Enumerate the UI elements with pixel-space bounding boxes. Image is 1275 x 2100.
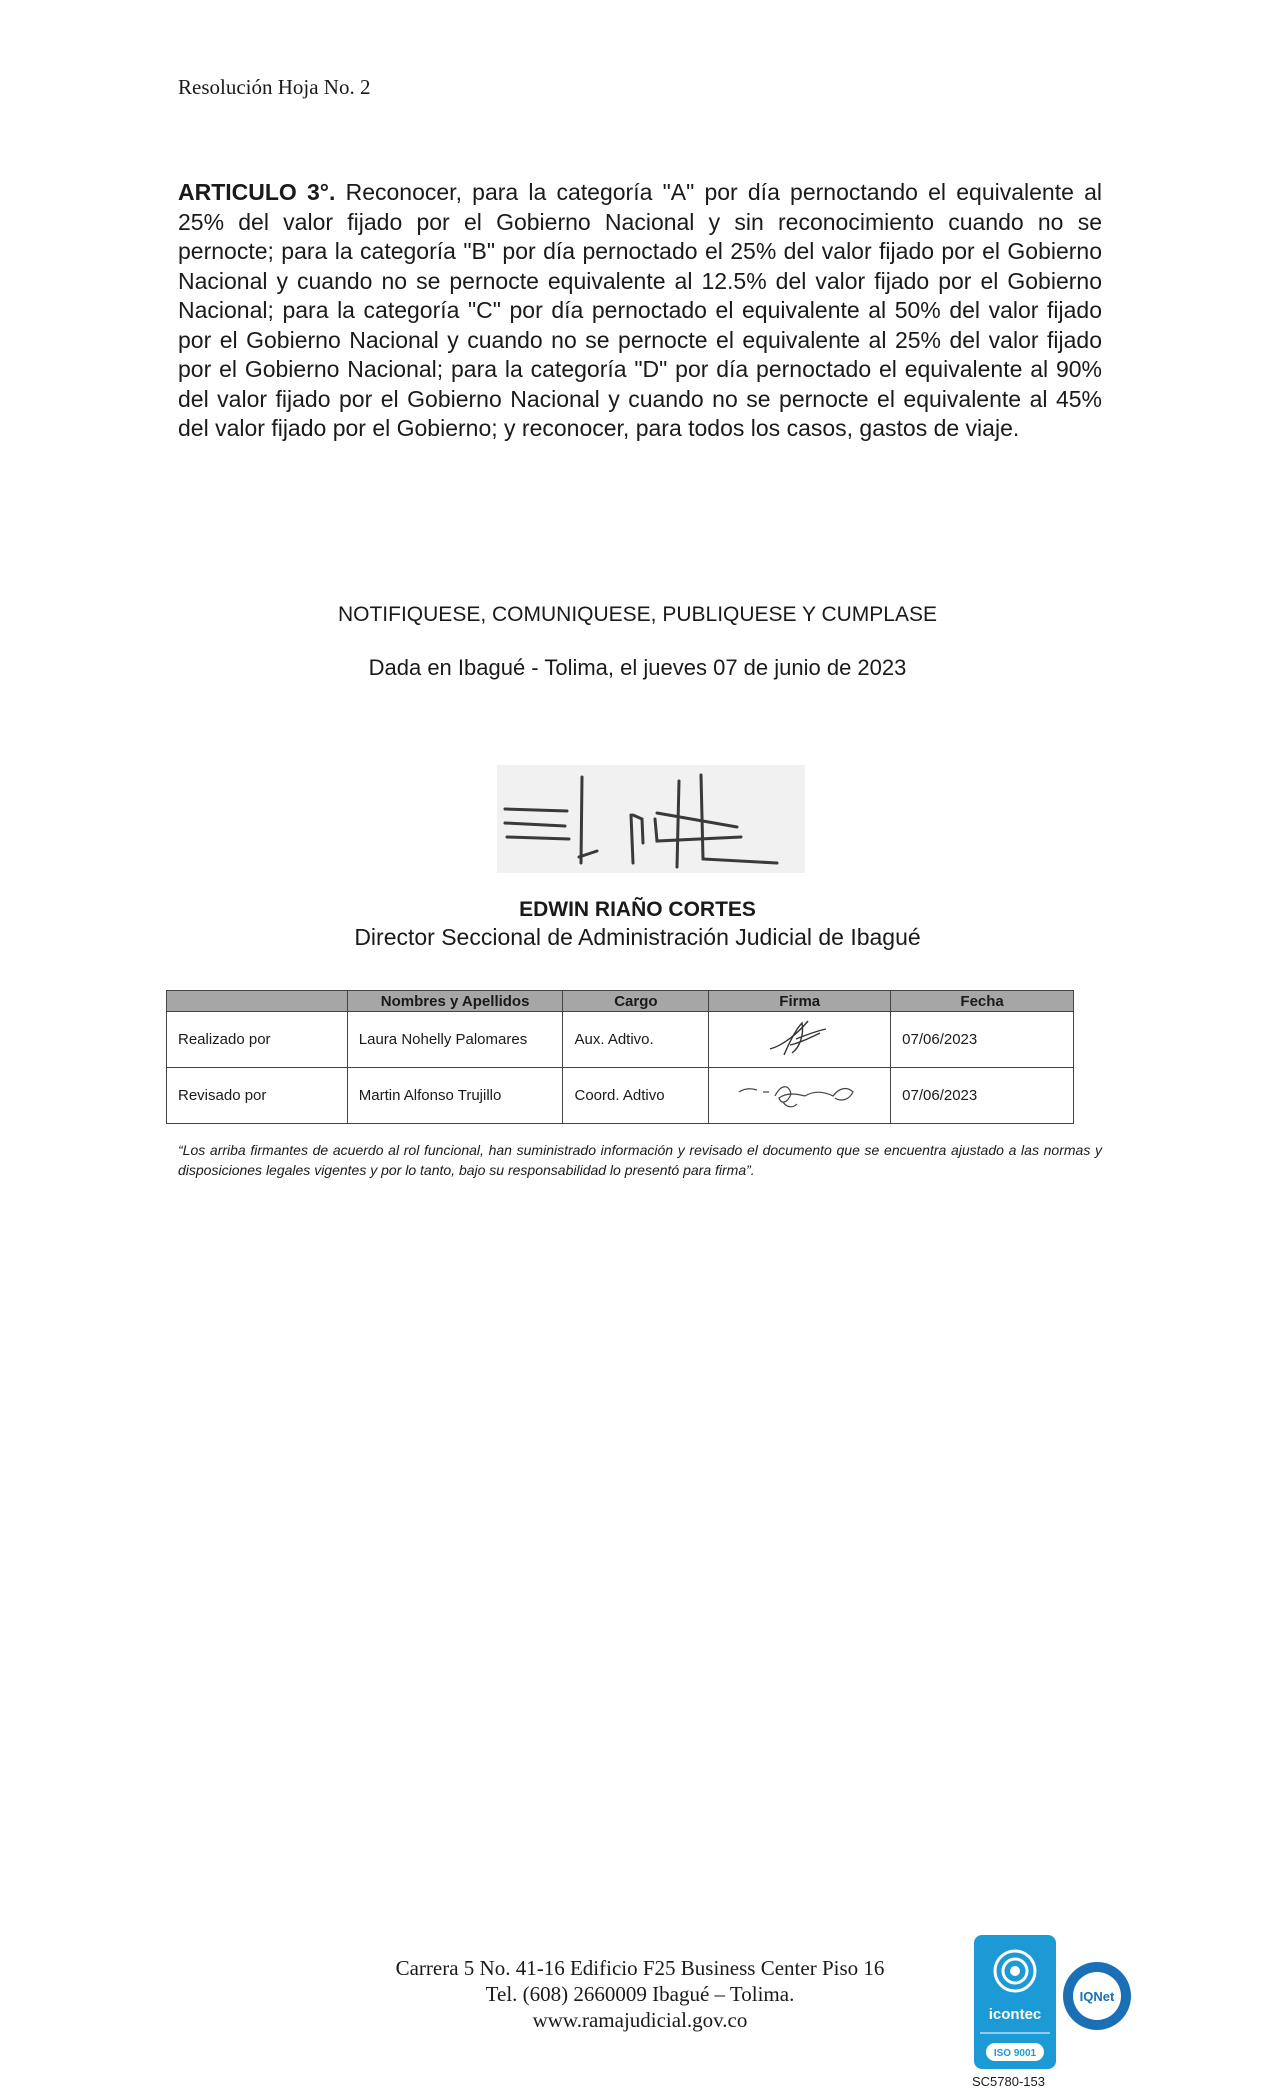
article-3 bbox=[178, 178, 1102, 444]
row-signature bbox=[709, 1012, 891, 1068]
notify-line: NOTIFIQUESE, COMUNIQUESE, PUBLIQUESE Y CUMPLASE bbox=[337, 603, 938, 626]
article-label: ARTICULO 3°. bbox=[178, 179, 336, 205]
header-signature: Firma bbox=[709, 991, 891, 1012]
row-date: 07/06/2023 bbox=[891, 1012, 1074, 1068]
review-table bbox=[166, 990, 1074, 1124]
page-header: Resolución Hoja No. 2 bbox=[178, 75, 371, 99]
iqnet-logo bbox=[1061, 1960, 1133, 2032]
header-date: Fecha bbox=[891, 991, 1074, 1012]
table-row bbox=[167, 1012, 1074, 1068]
row-date: 07/06/2023 bbox=[891, 1068, 1074, 1124]
row-role: Realizado por bbox=[167, 1012, 348, 1068]
iso-standard: ISO 9001 bbox=[993, 2048, 1037, 2059]
footer-website: www.ramajudicial.gov.co bbox=[532, 2008, 748, 2032]
signer-name: EDWIN RIAÑO CORTES bbox=[519, 898, 756, 921]
disclaimer-note: “Los arriba firmantes de acuerdo al rol funcional, han suministrado información y revisado el documento que se encuentra ajustado a las normas y disposiciones legales vigentes y por lo tanto, bajo su responsabilidad lo presentó para firma”. bbox=[178, 1142, 1102, 1178]
row-signature bbox=[709, 1068, 891, 1124]
footer-address: Carrera 5 No. 41-16 Edificio F25 Business Center Piso 16 bbox=[395, 1956, 885, 1980]
table-row bbox=[167, 1068, 1074, 1124]
signature-drawing bbox=[497, 765, 805, 873]
signer-title: Director Seccional de Administración Judicial de Ibagué bbox=[354, 924, 921, 950]
icontec-logo bbox=[974, 1935, 1056, 2085]
article-body: Reconocer, para la categoría "A" por día pernoctando el equivalente al 25% del valor fijado por el Gobierno Nacional y sin reconocimiento cuando no se pernocte; para la categoría "B" por día pernoctado el 25% del valor fijado por el Gobierno Nacional y cuando no se pernocte equivalente al 12.5% del valor fijado por el Gobierno Nacional; para la categoría "C" por día pernoctado el equivalente al 50% del valor fijado por el Gobierno Nacional y cuando no se pernocte el equivalente al 25% del valor fijado por el Gobierno Nacional; para la categoría "D" por día pernoctado el equivalente al 90% del valor fijado por el Gobierno Nacional y cuando no se pernocte el equivalente al 45% del valor fijado por el Gobierno; y reconocer, para todos los casos, gastos de viaje. bbox=[178, 179, 1102, 441]
icontec-brand: icontec bbox=[988, 2006, 1042, 2023]
preparer-signature bbox=[760, 1015, 840, 1061]
table-header-row bbox=[167, 991, 1074, 1012]
header-names: Nombres y Apellidos bbox=[347, 991, 563, 1012]
header-role bbox=[167, 991, 348, 1012]
footer-phone: Tel. (608) 2660009 Ibagué – Tolima. bbox=[485, 1982, 795, 2006]
dated-line: Dada en Ibagué - Tolima, el jueves 07 de junio de 2023 bbox=[368, 655, 907, 680]
row-position: Aux. Adtivo. bbox=[563, 1012, 709, 1068]
certificate-code: SC5780-153 bbox=[972, 2074, 1045, 2089]
director-signature bbox=[497, 765, 805, 873]
reviewer-signature bbox=[735, 1074, 865, 1114]
row-name: Martin Alfonso Trujillo bbox=[347, 1068, 563, 1124]
iqnet-label: IQNet bbox=[1079, 1989, 1115, 2004]
row-name: Laura Nohelly Palomares bbox=[347, 1012, 563, 1068]
row-role: Revisado por bbox=[167, 1068, 348, 1124]
header-position: Cargo bbox=[563, 991, 709, 1012]
row-position: Coord. Adtivo bbox=[563, 1068, 709, 1124]
